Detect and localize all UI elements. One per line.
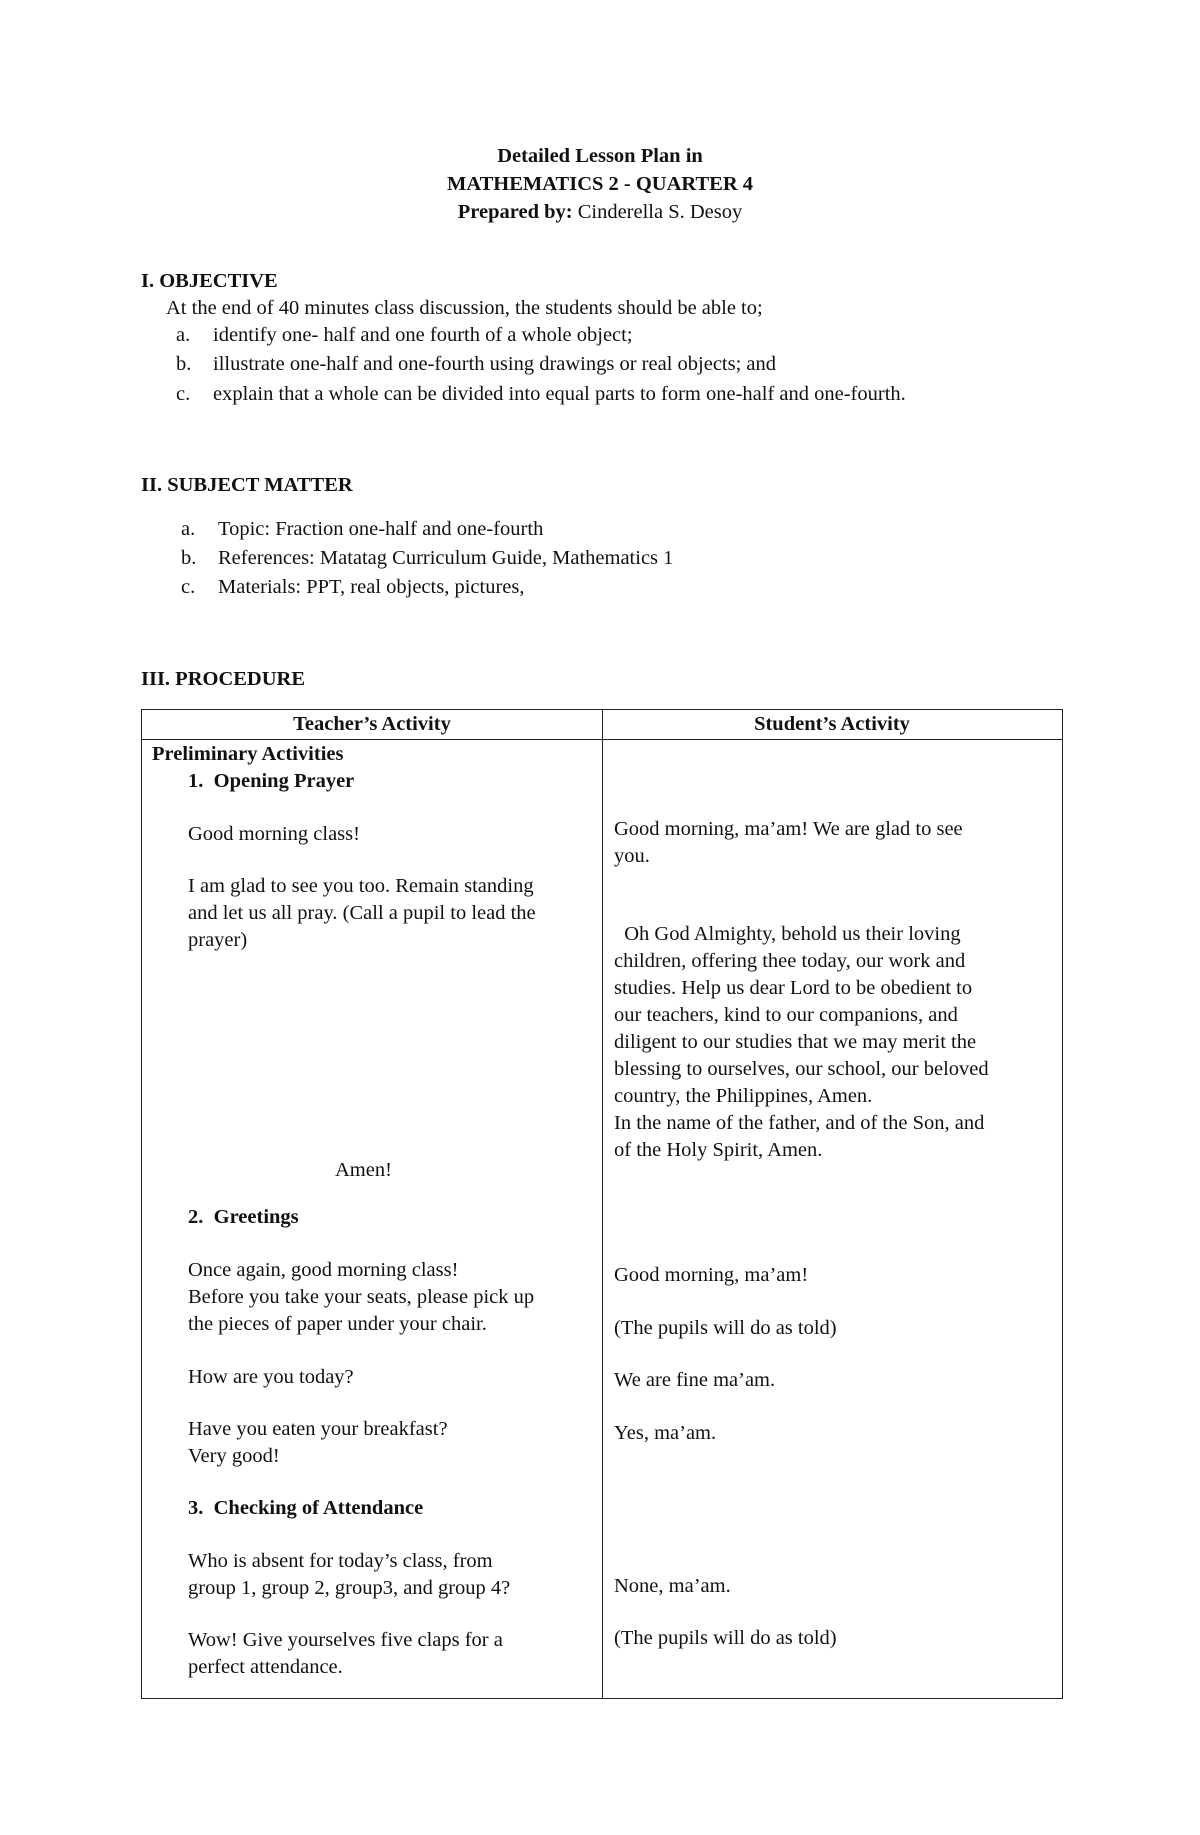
subject-item-text: Materials: PPT, real objects, pictures, — [218, 576, 525, 598]
doc-subject: MATHEMATICS 2 - QUARTER 4 — [446, 173, 754, 195]
teacher-line: Who is absent for today’s class, from — [188, 1550, 493, 1572]
prepared-name: Cinderella S. Desoy — [577, 201, 743, 223]
objective-item-text: illustrate one-half and one-fourth using drawings or real objects; and — [213, 353, 777, 375]
student-line: None, ma’am. — [614, 1575, 731, 1597]
student-line: Good morning, ma’am! We are glad to see — [614, 818, 963, 840]
objective-heading: I. OBJECTIVE — [141, 270, 278, 292]
teacher-line: and let us all pray. (Call a pupil to lead the — [188, 902, 536, 924]
objective-item — [176, 383, 906, 406]
teacher-line: prayer) — [188, 929, 248, 951]
teacher-line: I am glad to see you too. Remain standing — [188, 875, 534, 897]
objective-intro: At the end of 40 minutes class discussion, the students should be able to; — [166, 297, 763, 319]
student-line: you. — [614, 845, 650, 867]
objective-item — [176, 324, 633, 347]
student-line: We are fine ma’am. — [614, 1369, 776, 1391]
student-prayer-line: studies. Help us dear Lord to be obedient to — [614, 977, 973, 999]
teacher-line: Once again, good morning class! — [188, 1259, 459, 1281]
preliminary-heading: Preliminary Activities — [152, 743, 344, 765]
student-prayer-line: Oh God Almighty, behold us their loving — [614, 923, 961, 945]
list-marker: b. — [176, 353, 192, 375]
procedure-heading: III. PROCEDURE — [141, 668, 306, 690]
teacher-line: Amen! — [335, 1159, 392, 1181]
prepared-by — [0, 199, 1200, 226]
doc-title: Detailed Lesson Plan in — [497, 145, 703, 167]
teacher-line: group 1, group 2, group3, and group 4? — [188, 1577, 511, 1599]
teacher-line: Very good! — [188, 1445, 280, 1467]
subject-item-text: References: Matatag Curriculum Guide, Mathematics 1 — [218, 547, 674, 569]
student-prayer-line: diligent to our studies that we may merit the — [614, 1031, 977, 1053]
subject-item — [181, 576, 524, 599]
list-marker: a. — [176, 324, 191, 346]
col-header-student: Student’s Activity — [754, 713, 910, 735]
teacher-line: Wow! Give yourselves five claps for a — [188, 1629, 503, 1651]
col-header-teacher: Teacher’s Activity — [293, 713, 451, 735]
student-line: Good morning, ma’am! — [614, 1264, 809, 1286]
teacher-line: perfect attendance. — [188, 1656, 343, 1678]
objective-item-text: identify one- half and one fourth of a whole object; — [213, 324, 633, 346]
teacher-line: the pieces of paper under your chair. — [188, 1313, 487, 1335]
procedure-table — [141, 709, 1063, 1699]
student-line: Yes, ma’am. — [614, 1422, 717, 1444]
student-prayer-line: blessing to ourselves, our school, our beloved — [614, 1058, 989, 1080]
opening-prayer-heading: 1. Opening Prayer — [188, 770, 355, 792]
subject-item — [181, 547, 673, 570]
student-line: (The pupils will do as told) — [614, 1317, 837, 1339]
student-line: (The pupils will do as told) — [614, 1627, 837, 1649]
objective-item — [176, 353, 776, 376]
teacher-line: Before you take your seats, please pick up — [188, 1286, 535, 1308]
subject-matter-heading: II. SUBJECT MATTER — [141, 474, 353, 496]
list-marker: c. — [176, 383, 191, 405]
header-divider — [142, 739, 1062, 740]
student-prayer-line: In the name of the father, and of the Son, and — [614, 1112, 985, 1134]
student-prayer-line: country, the Philippines, Amen. — [614, 1085, 873, 1107]
subject-item-text: Topic: Fraction one-half and one-fourth — [218, 518, 544, 540]
teacher-line: Good morning class! — [188, 823, 360, 845]
student-prayer-line: children, offering thee today, our work and — [614, 950, 966, 972]
greetings-heading: 2. Greetings — [188, 1206, 299, 1228]
list-marker: b. — [181, 547, 197, 569]
student-prayer-line: our teachers, kind to our companions, and — [614, 1004, 958, 1026]
list-marker: a. — [181, 518, 196, 540]
teacher-line: Have you eaten your breakfast? — [188, 1418, 448, 1440]
objective-item-text: explain that a whole can be divided into equal parts to form one-half and one-fourth. — [213, 383, 906, 405]
teacher-line: How are you today? — [188, 1366, 354, 1388]
prepared-label: Prepared by: — [457, 201, 573, 223]
attendance-heading: 3. Checking of Attendance — [188, 1497, 424, 1519]
subject-item — [181, 518, 543, 541]
list-marker: c. — [181, 576, 196, 598]
column-divider — [602, 710, 603, 1698]
student-prayer-line: of the Holy Spirit, Amen. — [614, 1139, 823, 1161]
